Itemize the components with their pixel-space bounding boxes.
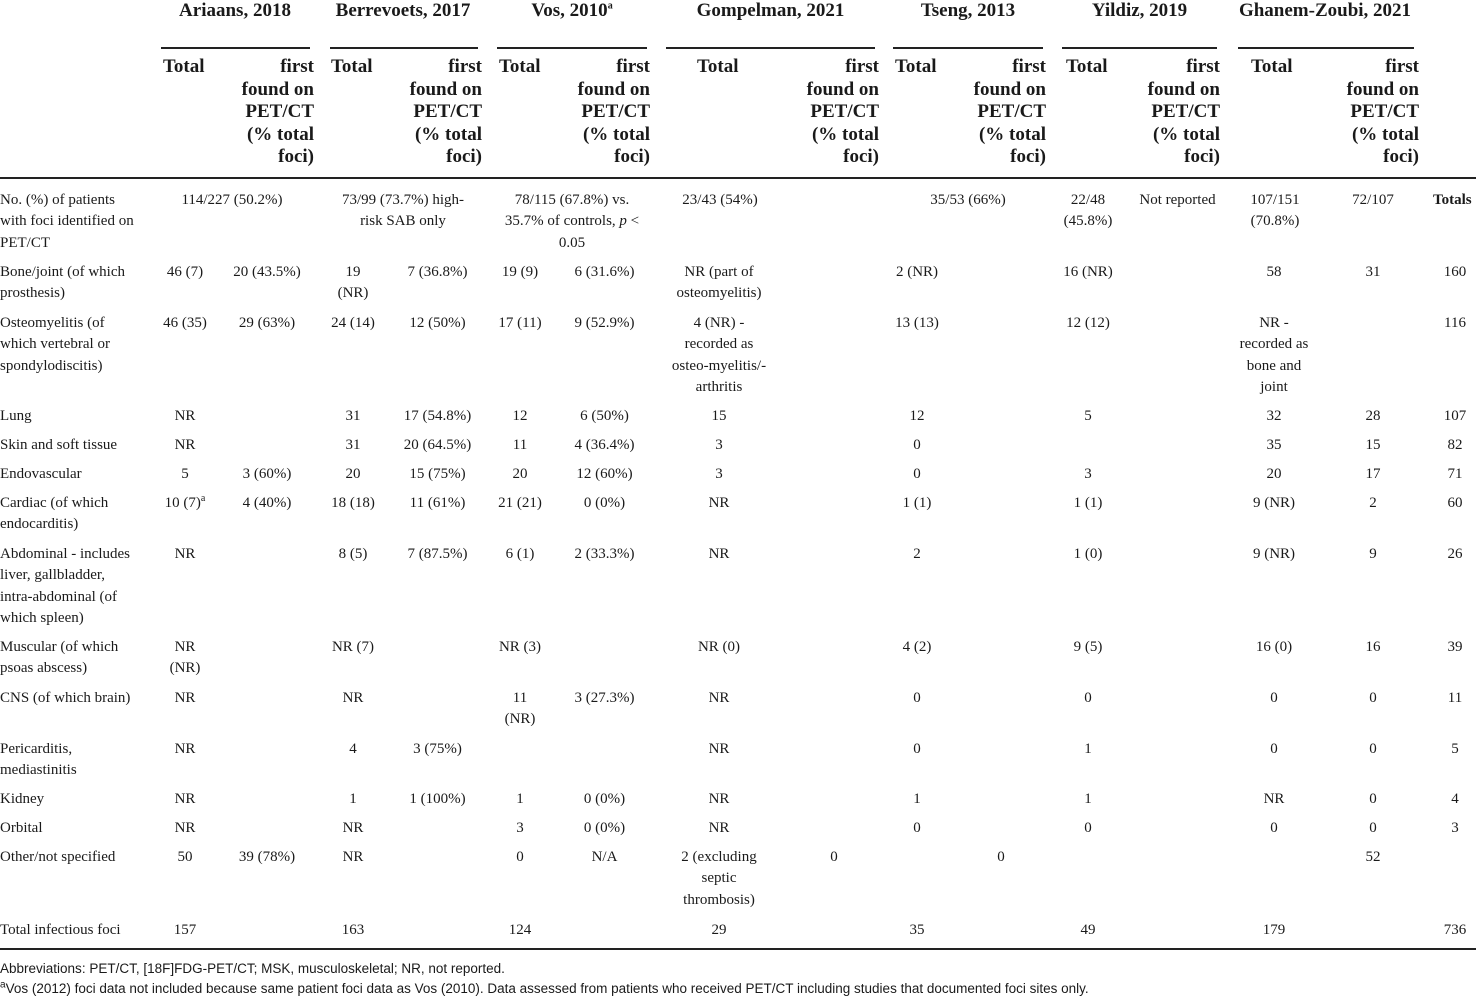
cell-pericarditis-b-t: 4 — [349, 741, 357, 757]
row-label-orbital: Orbital — [0, 820, 43, 836]
cell-lung-t-t: 12 — [909, 408, 925, 424]
cell-kidney-v-f: 0 (0%) — [583, 791, 626, 807]
cell-cns-y-t: 0 — [1084, 690, 1092, 706]
cell-endo-a-f: 3 (60%) — [242, 466, 292, 482]
cell-lung-b-f: 17 (54.8%) — [403, 408, 472, 424]
footnote-a-text: Vos (2012) foci data not included because same patient foci data as Vos (2010). Data assessed from patients who received PET/CT including studies that documented foci sites only. — [5, 981, 1089, 996]
cell-skin-z-f: 15 — [1365, 437, 1381, 453]
row-label-lung: Lung — [0, 408, 32, 424]
cell-lung-a-t: NR — [174, 408, 196, 424]
cell-muscular-v-t: NR (3) — [498, 639, 542, 655]
cell-abdominal-a-t: NR — [174, 546, 196, 562]
cell-lung-g-t: 15 — [711, 408, 727, 424]
cell-total-sum: 736 — [1443, 922, 1467, 938]
cell-bone-g-t: NR (part of osteomyelitis) — [676, 264, 762, 302]
cell-muscular-sum: 39 — [1447, 639, 1463, 655]
cell-cardiac-y-t: 1 (1) — [1073, 495, 1103, 511]
cell-abdominal-t-t: 2 — [913, 546, 921, 562]
cell-endo-b-f: 15 (75%) — [409, 466, 466, 482]
cell-orbital-t-t: 0 — [913, 820, 921, 836]
cell-skin-t-t: 0 — [913, 437, 921, 453]
header-rule-ghanem — [1238, 47, 1414, 49]
cell-osteo-a-t: 46 (35) — [163, 315, 207, 331]
cell-endo-y-t: 3 — [1084, 466, 1092, 482]
header-rule-vos — [497, 47, 647, 49]
cell-kidney-g-t: NR — [708, 791, 730, 807]
cell-bone-z-f: 31 — [1365, 264, 1381, 280]
study-header-vos — [497, 0, 647, 23]
row-label-osteo: Osteomyelitis (of which vertebral or spondylodiscitis) — [0, 315, 110, 374]
subheader-first-found: first found on PET/CT (% total foci) — [409, 56, 482, 167]
cell-bone-v-f: 6 (31.6%) — [574, 264, 635, 280]
cell-kidney-a-t: NR — [174, 791, 196, 807]
cell-total-y-t: 49 — [1080, 922, 1096, 938]
cell-muscular-t-t: 4 (2) — [902, 639, 932, 655]
cell-endo-t-t: 0 — [913, 466, 921, 482]
cell-abdominal-v-t: 6 (1) — [505, 546, 535, 562]
cell-cardiac-b-f: 11 (61%) — [409, 495, 466, 511]
cell-other-g-t: 2 (excluding septic thrombosis) — [681, 849, 757, 908]
cell-orbital-a-t: NR — [174, 820, 196, 836]
study-header-ariaans: Ariaans, 2018 — [179, 0, 291, 21]
subheader-first-found: first found on PET/CT (% total foci) — [577, 56, 650, 167]
cell-orbital-z-f: 0 — [1369, 820, 1377, 836]
cell-yildiz-total-patients: 22/48 (45.8%) — [1063, 192, 1113, 230]
cell-osteo-b-f: 12 (50%) — [409, 315, 466, 331]
cell-kidney-b-t: 1 — [349, 791, 357, 807]
row-label-abdominal: Abdominal - includes liver, gallbladder, intra-abdominal (of which spleen) — [0, 546, 130, 626]
cell-abdominal-sum: 26 — [1447, 546, 1463, 562]
row-label-muscular: Muscular (of which psoas abscess) — [0, 639, 119, 677]
footnote-abbreviations — [0, 961, 505, 976]
subheader-total: Total — [163, 56, 205, 77]
cell-pericarditis-a-t: NR — [174, 741, 196, 757]
row-label-total: Total infectious foci — [0, 922, 121, 938]
cell-bone-b-t: 19 (NR) — [337, 264, 369, 302]
subheader-total: Total — [895, 56, 937, 77]
cell-kidney-v-t: 1 — [516, 791, 524, 807]
cell-orbital-y-t: 0 — [1084, 820, 1092, 836]
cell-orbital-v-f: 0 (0%) — [583, 820, 626, 836]
cell-muscular-b-t: NR (7) — [331, 639, 375, 655]
cell-muscular-z-t: 16 (0) — [1255, 639, 1293, 655]
cell-lung-v-f: 6 (50%) — [580, 408, 629, 424]
cell-abdominal-g-t: NR — [708, 546, 730, 562]
subheader-total: Total — [1251, 56, 1293, 77]
cell-yildiz-first-patients: Not reported — [1139, 192, 1216, 208]
cell-vos-patients: 78/115 (67.8%) vs. 35.7% of controls, p < 0.05 — [504, 192, 640, 251]
cell-endo-b-t: 20 — [345, 466, 361, 482]
cell-endo-g-t: 3 — [715, 466, 723, 482]
cell-pericarditis-z-f: 0 — [1369, 741, 1377, 757]
study-header-ghanem: Ghanem-Zoubi, 2021 — [1238, 0, 1412, 21]
cell-bone-a-t: 46 (7) — [166, 264, 204, 280]
subheader-total: Total — [697, 56, 739, 77]
cell-pericarditis-y-t: 1 — [1084, 741, 1092, 757]
cell-skin-g-t: 3 — [715, 437, 723, 453]
cell-skin-v-t: 11 — [512, 437, 528, 453]
cell-cardiac-b-t: 18 (18) — [331, 495, 375, 511]
cell-cardiac-v-t: 21 (21) — [498, 495, 542, 511]
row-label-bone: Bone/joint (of which prosthesis) — [0, 264, 125, 302]
cell-cardiac-z-t: 9 (NR) — [1252, 495, 1296, 511]
cell-lung-b-t: 31 — [345, 408, 361, 424]
header-rule-gompelman — [666, 47, 875, 49]
cell-skin-b-f: 20 (64.5%) — [403, 437, 472, 453]
cell-ghanem-first-patients: 72/107 — [1352, 192, 1394, 208]
cell-total-v-t: 124 — [508, 922, 532, 938]
cell-cns-z-f: 0 — [1369, 690, 1377, 706]
cell-osteo-z-t: NR - recorded as bone and joint — [1239, 315, 1309, 395]
cell-ariaans-patients: 114/227 (50.2%) — [181, 192, 283, 208]
cell-other-a-t: 50 — [177, 849, 193, 865]
cell-tseng-patients: 35/53 (66%) — [930, 192, 1006, 208]
cell-cns-v-t: 11 (NR) — [504, 690, 536, 728]
cell-other-g-f: 0 — [830, 849, 838, 865]
cell-bone-z-t: 58 — [1266, 264, 1282, 280]
cell-pericarditis-sum: 5 — [1451, 741, 1459, 757]
cell-other-t-f: 0 — [997, 849, 1005, 865]
subheader-first-found: first found on PET/CT (% total foci) — [1346, 56, 1419, 167]
cell-lung-z-f: 28 — [1365, 408, 1381, 424]
cell-other-a-f: 39 (78%) — [238, 849, 296, 865]
cell-gompelman-patients: 23/43 (54%) — [682, 192, 758, 208]
cell-cns-t-t: 0 — [913, 690, 921, 706]
cell-kidney-t-t: 1 — [913, 791, 921, 807]
cell-total-t-t: 35 — [909, 922, 925, 938]
cell-total-z-t: 179 — [1262, 922, 1286, 938]
cell-cns-a-t: NR — [174, 690, 196, 706]
row-label-patients: No. (%) of patients with foci identified on PET/CT — [0, 192, 134, 251]
cell-pericarditis-g-t: NR — [708, 741, 730, 757]
cell-orbital-b-t: NR — [342, 820, 364, 836]
cell-osteo-y-t: 12 (12) — [1066, 315, 1110, 331]
p-value-symbol: p — [619, 213, 627, 230]
cell-skin-v-f: 4 (36.4%) — [574, 437, 635, 453]
cell-orbital-v-t: 3 — [516, 820, 524, 836]
footnote-a — [0, 981, 1089, 996]
cell-other-b-t: NR — [342, 849, 364, 865]
cell-abdominal-z-t: 9 (NR) — [1252, 546, 1296, 562]
header-rule-yildiz — [1062, 47, 1217, 49]
subheader-first-found: first found on PET/CT (% total foci) — [1147, 56, 1220, 167]
row-label-skin: Skin and soft tissue — [0, 437, 118, 453]
cell-abdominal-y-t: 1 (0) — [1073, 546, 1103, 562]
cell-cns-b-t: NR — [342, 690, 364, 706]
cell-cardiac-v-f: 0 (0%) — [583, 495, 626, 511]
cell-osteo-a-f: 29 (63%) — [238, 315, 296, 331]
cell-pericarditis-b-f: 3 (75%) — [413, 741, 462, 757]
subheader-first-found: first found on PET/CT (% total foci) — [806, 56, 879, 167]
cell-lung-y-t: 5 — [1084, 408, 1092, 424]
cell-orbital-sum: 3 — [1451, 820, 1459, 836]
cell-orbital-z-t: 0 — [1270, 820, 1278, 836]
cell-total-g-t: 29 — [711, 922, 727, 938]
footnote-marker-vos: a — [607, 0, 613, 12]
cell-cns-z-t: 0 — [1270, 690, 1278, 706]
cell-skin-sum: 82 — [1447, 437, 1463, 453]
cell-total-a-t: 157 — [173, 922, 197, 938]
cell-bone-a-f: 20 (43.5%) — [233, 264, 301, 280]
subheader-total: Total — [499, 56, 541, 77]
cell-total-b-t: 163 — [341, 922, 365, 938]
cell-osteo-v-t: 17 (11) — [498, 315, 542, 331]
cell-cardiac-a-t: 10 $(7)^a$ — [164, 493, 206, 511]
cell-abdominal-z-f: 9 — [1369, 546, 1377, 562]
abbreviations-text: : PET/CT, [18F]FDG-PET/CT; MSK, musculoskeletal; NR, not reported. — [81, 961, 505, 976]
cell-abdominal-b-f: 7 (87.5%) — [407, 546, 468, 562]
cell-bone-y-t: 16 (NR) — [1063, 264, 1113, 280]
row-label-kidney: Kidney — [0, 791, 45, 807]
study-header-yildiz: Yildiz, 2019 — [1091, 0, 1188, 21]
cell-pericarditis-z-t: 0 — [1270, 741, 1278, 757]
cell-kidney-z-f: 0 — [1369, 791, 1377, 807]
cell-osteo-t-t: 13 (13) — [895, 315, 939, 331]
study-header-berrevoets: Berrevoets, 2017 — [335, 0, 471, 21]
cell-other-z-f: 52 — [1365, 849, 1381, 865]
subheader-first-found: first found on PET/CT (% total foci) — [973, 56, 1046, 167]
cell-other-v-f: N/A — [591, 849, 618, 865]
cell-ghanem-total-patients: 107/151 (70.8%) — [1250, 192, 1300, 230]
cell-pericarditis-t-t: 0 — [913, 741, 921, 757]
cell-bone-sum: 160 — [1443, 264, 1467, 280]
cell-cardiac-t-t: 1 (1) — [902, 495, 932, 511]
cell-osteo-b-t: 24 (14) — [331, 315, 375, 331]
row-label-cns: CNS (of which brain) — [0, 690, 131, 706]
cell-bone-v-t: 19 (9) — [501, 264, 539, 280]
study-header-gompelman: Gompelman, 2021 — [696, 0, 845, 21]
row-label-pericarditis: Pericarditis, mediastinitis — [0, 741, 77, 779]
cell-skin-z-t: 35 — [1266, 437, 1282, 453]
row-label-endo: Endovascular — [0, 466, 82, 482]
cell-cns-sum: 11 — [1447, 690, 1463, 706]
header-rule-berrevoets — [330, 47, 478, 49]
cell-endo-z-f: 17 — [1365, 466, 1381, 482]
cell-osteo-v-f: 9 (52.9%) — [574, 315, 635, 331]
cell-muscular-y-t: 9 (5) — [1073, 639, 1103, 655]
cell-cardiac-a-f: 4 (40%) — [242, 495, 292, 511]
cell-cardiac-sum: 60 — [1447, 495, 1463, 511]
cell-endo-v-t: 20 — [512, 466, 528, 482]
cell-skin-a-t: NR — [174, 437, 196, 453]
study-name-vos: Vos, 2010 — [531, 0, 608, 21]
cell-abdominal-b-t: 8 (5) — [338, 546, 368, 562]
row-label-cardiac: Cardiac (of which endocarditis) — [0, 495, 109, 533]
table-header-rule — [0, 177, 1476, 179]
cell-endo-z-t: 20 — [1266, 466, 1282, 482]
study-header-tseng: Tseng, 2013 — [920, 0, 1016, 21]
cell-osteo-g-t: 4 (NR) - recorded as osteo-myelitis/- arthritis — [671, 315, 767, 395]
cell-cns-v-f: 3 (27.3%) — [574, 690, 635, 706]
subheader-first-found: first found on PET/CT (% total foci) — [241, 56, 314, 167]
cell-kidney-z-t: NR — [1263, 791, 1285, 807]
row-label-other: Other/not specified — [0, 849, 116, 865]
cell-bone-b-f: 7 (36.8%) — [407, 264, 468, 280]
cell-muscular-g-t: NR (0) — [697, 639, 741, 655]
cell-cns-g-t: NR — [708, 690, 730, 706]
cell-cardiac-z-f: 2 — [1369, 495, 1377, 511]
cell-endo-sum: 71 — [1447, 466, 1463, 482]
cell-orbital-g-t: NR — [708, 820, 730, 836]
cell-kidney-sum: 4 — [1451, 791, 1459, 807]
cell-bone-t-t: 2 (NR) — [895, 264, 939, 280]
cell-muscular-a-t: NR (NR) — [169, 639, 201, 677]
footnote-marker: a — [200, 493, 206, 504]
cell-endo-v-f: 12 (60%) — [576, 466, 633, 482]
cell-cardiac-g-t: NR — [708, 495, 730, 511]
subheader-total: Total — [1066, 56, 1108, 77]
cell-lung-v-t: 12 — [512, 408, 528, 424]
cell-other-v-t: 0 — [516, 849, 524, 865]
cell-muscular-z-f: 16 — [1365, 639, 1381, 655]
cell-lung-z-t: 32 — [1266, 408, 1282, 424]
table-bottom-rule — [0, 948, 1476, 950]
cell-kidney-b-f: 1 (100%) — [409, 791, 466, 807]
footnote-a-marker: a — [0, 979, 6, 991]
cell-skin-b-t: 31 — [345, 437, 361, 453]
header-rule-ariaans — [161, 47, 310, 49]
cell-berrevoets-patients: 73/99 (73.7%) high- risk SAB only — [341, 192, 465, 230]
cell-kidney-y-t: 1 — [1084, 791, 1092, 807]
cell-abdominal-v-f: 2 (33.3%) — [574, 546, 635, 562]
cell-osteo-sum: 116 — [1444, 315, 1466, 331]
subheader-total: Total — [331, 56, 373, 77]
cell-endo-a-t: 5 — [181, 466, 189, 482]
totals-header: Totals — [1433, 192, 1472, 208]
cell-lung-sum: 107 — [1443, 408, 1467, 424]
abbreviations-label: Abbreviations — [0, 961, 82, 976]
header-rule-tseng — [893, 47, 1043, 49]
